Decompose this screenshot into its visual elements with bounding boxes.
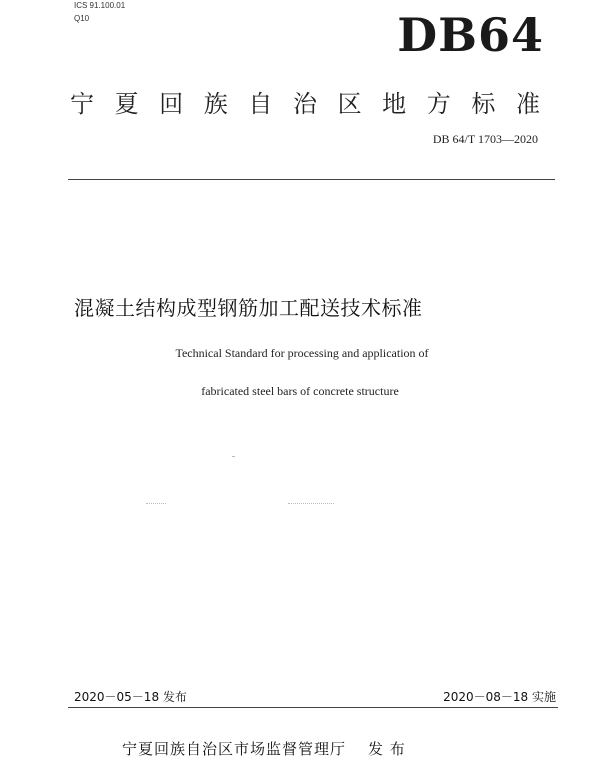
issue-date: 2020－05－18 发布 [74, 690, 187, 704]
level-char: 地 [382, 90, 407, 118]
footer-divider [68, 707, 558, 708]
level-char: 自 [248, 90, 273, 118]
ics-code: ICS 91.100.01 [74, 1, 126, 10]
scan-mark [288, 503, 334, 504]
english-title-line2: fabricated steel bars of concrete structure [201, 384, 399, 398]
scan-mark [146, 503, 166, 504]
level-char: 宁 [70, 90, 94, 118]
ccs-code: Q10 [74, 14, 90, 23]
level-char: 夏 [114, 90, 139, 118]
document-number: DB 64/T 1703—2020 [432, 132, 538, 146]
english-title-line1: Technical Standard for processing and application of [175, 346, 429, 360]
scan-mark [232, 456, 234, 457]
header-divider [68, 179, 555, 180]
issue-word: 发 布 [368, 740, 406, 758]
level-char: 治 [292, 90, 317, 118]
level-char: 族 [203, 90, 228, 118]
level-char: 回 [159, 90, 184, 118]
chinese-title: 混凝土结构成型钢筋加工配送技术标准 [74, 296, 423, 320]
level-char: 区 [337, 90, 362, 118]
standard-level-title [70, 84, 540, 119]
issuing-authority [122, 738, 406, 759]
implementation-date: 2020－08－18 实施 [443, 690, 556, 704]
issuer-name: 宁夏回族自治区市场监督管理厅 [122, 740, 347, 758]
level-char: 标 [471, 90, 496, 118]
level-char: 方 [426, 90, 451, 118]
standard-code-logo: DB64 [397, 8, 544, 62]
level-char: 准 [515, 90, 540, 118]
